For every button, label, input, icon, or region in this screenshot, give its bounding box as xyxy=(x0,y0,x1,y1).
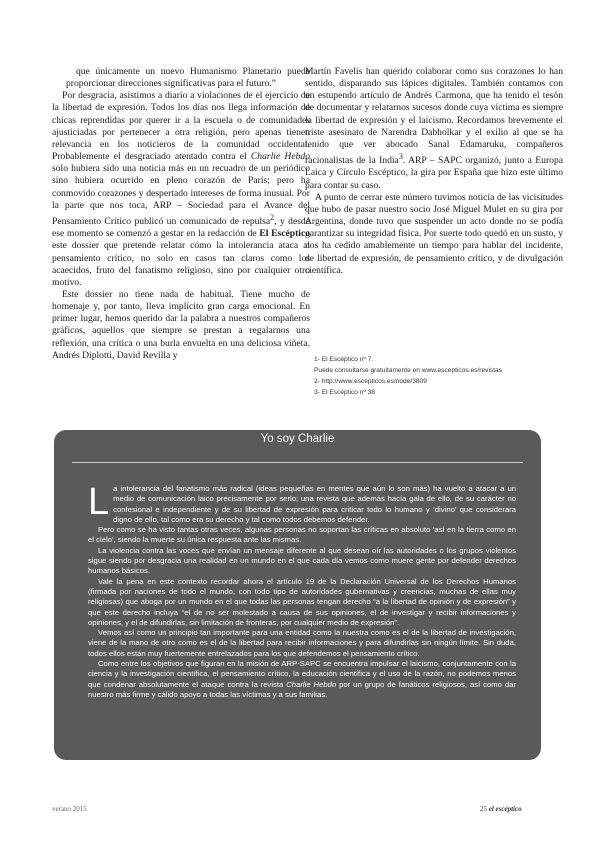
charlie-sidebar-box xyxy=(54,430,541,760)
footer-page xyxy=(480,805,522,813)
box-paragraph-2: Pero como se ha visto tantas otras veces, algunas personas no soportan las críticas en absoluto ‘así en la tierra como en el cielo’, siendo la muerte su única respuesta ante las mismas. xyxy=(88,525,516,545)
right-column xyxy=(305,66,563,277)
left-column xyxy=(52,66,310,362)
magazine-name: Charlie Hebdo xyxy=(250,151,311,163)
footer-season: verano 2015 xyxy=(52,805,87,813)
footnote-ref-3: 3 xyxy=(398,152,403,162)
box-title: Yo soy Charlie xyxy=(260,433,335,445)
left-paragraph-2: Este dossier no tiene nada de habitual. Tiene mucho de homenaje y, por tanto, lleva implícito gran carga emocional. En primer lugar, hemos querido dar la palabra a nuestros compañeros gráficos, aquellos que siempre se prestan a regalarnos una reflexión, una crítica o una burla envuelta en una deliciosa viñeta. Andrés Diplotti, David Revilla y xyxy=(52,289,310,361)
drop-cap: L xyxy=(88,481,110,523)
left-paragraph-1: Por desgracia, asistimos a diario a violaciones de el ejercicio de la libertad de expresión. Todos los días nos llega información de chicas reprendidas por querer ir a la escuela o de comunidades ajusticiadas por pertenecer a otra religión, pero apenas tienen relevancia en los noticieros de la comunidad occidental. Probablemente el desgraciado atentado contra el Charlie Hebdo solo hubiera sido una noticia más en un recuadro de un periódico sino hubiera ocurrido en pleno corazón de París; pero ha conmovido corazones y despertado intereses de forma inusual. Por la parte que nos toca, ARP – Sociedad para el Avance del Pensamiento Crítico publicó un comunicado de repulsa$^2$, y desde ese momento se comenzó a gestar en la redacción de El Escéptico este dossier que pretende relatar cómo la intolerancia ataca al pensamiento crítico, no solo en casos tan claros como los acaecidos, fruto del fanatismo religioso, sino por cualquier otro motivo. xyxy=(52,90,311,288)
right-paragraph-1: Martín Favelis han querido colaborar como sus corazones lo han sentido, disparando sus lápices digitales. También contamos con un estupendo artículo de Andrés Carmona, que ha tenido el tesón de documentar y relatarnos sucesos donde cuya víctima es siempre la libertad de expresión y el laicismo. Recordamos brevemente el triste asesinato de Narendra Dabholkar y el exilio al que se ha tenido que ver abocado Sanal Edamaruku, compañeros racionalistas de la India$^3$. ARP – SAPC organizó, junto a Europa Laica y Círculo Escéptico, la gira por España que hizo este último para contar su caso. xyxy=(305,66,564,191)
box-paragraph-1: La intolerancia del fanatismo más radical (ideas pequeñas en mentes que aún lo son más) ha vuelto a atacar a un medio de comunicación laico precisamente por serlo; una revista que además hacía gala de ello, de su carácter no confesional e independiente y de su libertad de expresión para criticar todo lo humano y ‘divino’ que considerara digno de ello, tal como era su derecho y tal como todos debemos defender. xyxy=(88,481,516,524)
quote-ending: que únicamente un nuevo Humanismo Planetario puede proporcionar direcciones significativas para el futuro.” xyxy=(66,66,310,90)
publication-name: El Escéptico xyxy=(259,228,310,240)
right-paragraph-2: A punto de cerrar este número tuvimos noticia de las vicisitudes que hubo de pasar nuestro socio José Miguel Mulet en su gira por Argentina, donde tuvo que suspender un acto donde no se podía garantizar su integridad física. Por suerte todo quedó en un susto, y nos ha cedido amablemente un tiempo para hablar del incidente, de libertad de expresión, de pensamiento crítico, y de divulgación científica. xyxy=(305,191,563,276)
footnote: 1- El Escéptico nº 7. xyxy=(314,356,374,363)
footnote: 3- El Escéptico nº 38 xyxy=(314,389,376,396)
box-paragraph-4: Vale la pena en este contexto recordar ahora el artículo 19 de la Declaración Universal de los Derechos Humanos (firmada por naciones de todo el mundo, con todo tipo de autoridades gubernativas y creencias, muchas de ellas muy religiosas) que aboga por un mundo en el que todas las personas tengan derecho “a la libertad de opinión y de expresión” y que este derecho incluya “el de no ser molestado a causa de sus opiniones, el de investigar y recibir informaciones y opiniones, y el de difundirlas, sin limitación de fronteras, por cualquier medio de expresión”. xyxy=(88,576,516,627)
page-number: 25 xyxy=(480,805,487,813)
footnote: 2- http://www.escepticos.es/node/3809 xyxy=(314,378,427,385)
box-paragraph-6: Como entre los objetivos que figuran en la misión de ARP-SAPC se encuentra impulsar el laicismo, conjuntamente con la ciencia y la investigación científica, el pensamiento crítico, la educación científica y el uso de la razón, no podemos menos que condenar absolutamente el ataque contra la revista Charlie Hebdo por un grupo de fanáticos religiosos, así como dar nuestro más firme y cálido apoyo a todas las víctimas y a sus familias. xyxy=(88,659,516,699)
box-body xyxy=(88,481,516,700)
magazine-name: Charlie Hebdo xyxy=(286,679,337,689)
footnote: Puede consultarse gratuitamente en www.escepticos.es/revistas xyxy=(314,367,503,374)
box-paragraph-3: La violencia contra las voces que envían un mensaje diferente al que desean oír las autoridades o los grupos violentos sigue siendo por desgracia una realidad en un mundo en el que cada día vemos como muere gente por defender derechos humanos básicos. xyxy=(88,545,516,576)
box-paragraph-5: Vemos así como un principio tan importante para una entidad como la nuestra como es el de la libertad de investigación, viene de la mano de otro como es el de la libertad para recibir informaciones y para difundirlas sin ningún límite. Sin duda, todos ellos están muy fuertemente entrelazados para los que defendemos el pensamiento crítico. xyxy=(88,628,516,658)
box-divider xyxy=(72,462,523,463)
footnote-ref-2: 2 xyxy=(270,212,275,222)
footnotes xyxy=(314,354,559,398)
magazine-brand: el escéptico xyxy=(488,805,522,813)
